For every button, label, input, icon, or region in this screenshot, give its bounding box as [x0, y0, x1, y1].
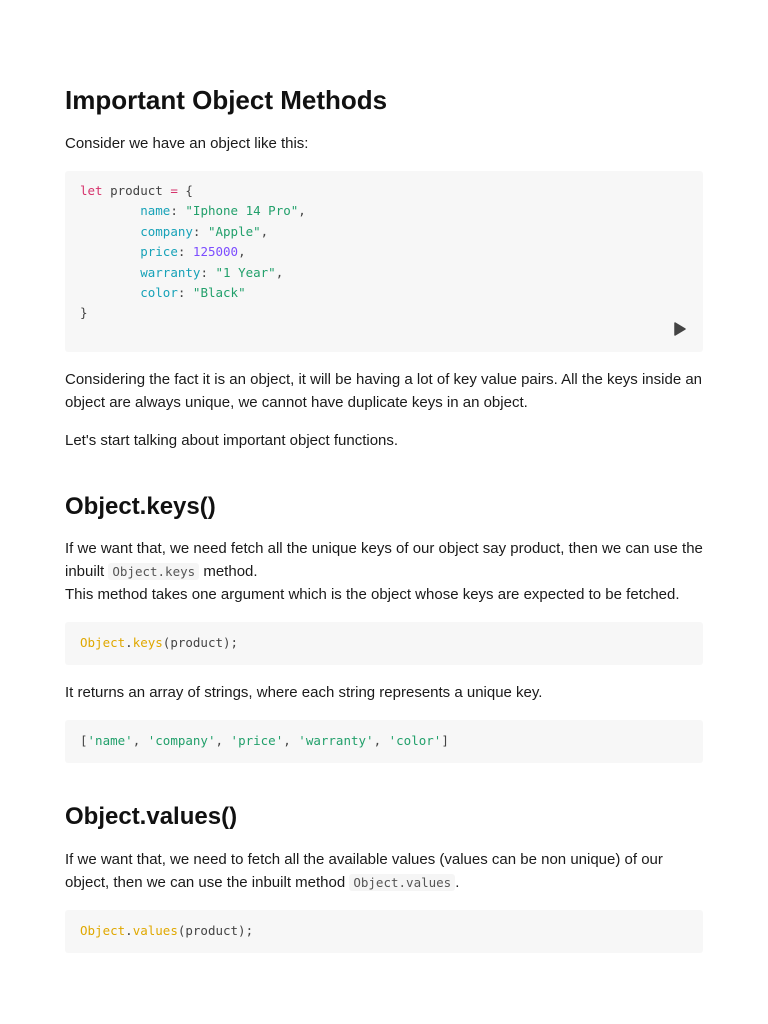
keys-description-method: method. — [203, 563, 258, 580]
prop-value: "Black" — [192, 285, 246, 301]
prop-value: "Apple" — [207, 223, 261, 239]
page-title: Important Object Methods — [65, 85, 388, 115]
result-item: 'color' — [388, 733, 442, 748]
object-code-block — [65, 171, 703, 352]
separator: , — [215, 733, 231, 748]
colon: : — [170, 203, 186, 219]
method-name: values — [132, 923, 178, 938]
call-args: (product); — [177, 923, 254, 938]
keys-description-text: If we want that, we need fetch all the unique keys of our object say product, then we can use the inbuilt — [65, 540, 703, 580]
separator: , — [132, 733, 148, 748]
open-brace: { — [185, 183, 193, 198]
keyword-let: let — [80, 183, 103, 198]
comma: , — [298, 203, 306, 219]
code-line-keys-call — [80, 633, 688, 653]
prop-value: "1 Year" — [215, 264, 276, 280]
run-code-button[interactable] — [673, 322, 687, 336]
close-bracket: ] — [441, 733, 449, 748]
values-call-code-block — [65, 910, 703, 953]
values-heading: Object.values() — [65, 803, 238, 830]
keys-heading: Object.keys() — [65, 493, 216, 520]
values-description — [65, 848, 703, 894]
separator: , — [283, 733, 299, 748]
method-name: keys — [132, 635, 163, 650]
code-line-prop — [80, 222, 688, 242]
prop-value: 125000 — [192, 244, 239, 260]
dot: . — [125, 923, 133, 938]
intro-paragraph: Consider we have an object like this: — [65, 135, 309, 152]
keys-returns-paragraph: It returns an array of strings, where each string represents a unique key. — [65, 684, 543, 701]
code-line-close — [80, 303, 688, 323]
colon: : — [200, 264, 216, 280]
comma: , — [260, 223, 269, 239]
keys-description — [65, 537, 703, 606]
inline-code-object-values: Object.values — [349, 874, 455, 891]
colon: : — [177, 244, 193, 260]
play-icon — [674, 322, 686, 336]
result-item: 'name' — [87, 733, 133, 748]
comma: , — [275, 264, 284, 280]
prop-key: company — [140, 223, 193, 239]
prop-value: "Iphone 14 Pro" — [185, 203, 299, 219]
inline-code-object-keys: Object.keys — [108, 563, 199, 580]
unique-keys-paragraph: Considering the fact it is an object, it will be having a lot of key value pairs. All the keys inside an object are always unique, we cannot have duplicate keys in an object. — [65, 371, 703, 411]
prop-key: color — [140, 285, 178, 301]
keys-result-code-block — [65, 720, 703, 763]
colon: : — [192, 223, 208, 239]
start-paragraph: Let's start talking about important object functions. — [65, 432, 399, 449]
builtin-object: Object — [80, 635, 126, 650]
values-description-text: If we want that, we need to fetch all the available values (values can be non unique) of our object, then we can use the inbuilt method — [65, 851, 663, 891]
prop-key: name — [140, 203, 171, 219]
comma: , — [238, 244, 246, 260]
keys-call-code-block — [65, 622, 703, 665]
builtin-object: Object — [80, 923, 126, 938]
assign-operator: = — [170, 183, 178, 198]
code-line-values-call — [80, 921, 688, 941]
code-line-prop — [80, 242, 688, 262]
colon: : — [177, 285, 193, 301]
open-bracket: [ — [80, 733, 88, 748]
result-item: 'warranty' — [298, 733, 374, 748]
result-item: 'company' — [147, 733, 216, 748]
code-line-prop — [80, 283, 688, 303]
variable-name: product — [110, 183, 163, 198]
separator: , — [373, 733, 389, 748]
close-brace: } — [80, 305, 88, 321]
keys-description-line2: This method takes one argument which is the object whose keys are expected to be fetched. — [65, 586, 680, 603]
result-item: 'price' — [230, 733, 284, 748]
code-line-declaration — [80, 181, 688, 201]
code-line-keys-result — [80, 731, 688, 751]
values-description-end: . — [455, 874, 460, 891]
prop-key: price — [140, 244, 178, 260]
prop-key: warranty — [140, 264, 201, 280]
dot: . — [125, 635, 133, 650]
call-args: (product); — [162, 635, 239, 650]
code-line-prop — [80, 201, 688, 221]
code-line-prop — [80, 263, 688, 283]
